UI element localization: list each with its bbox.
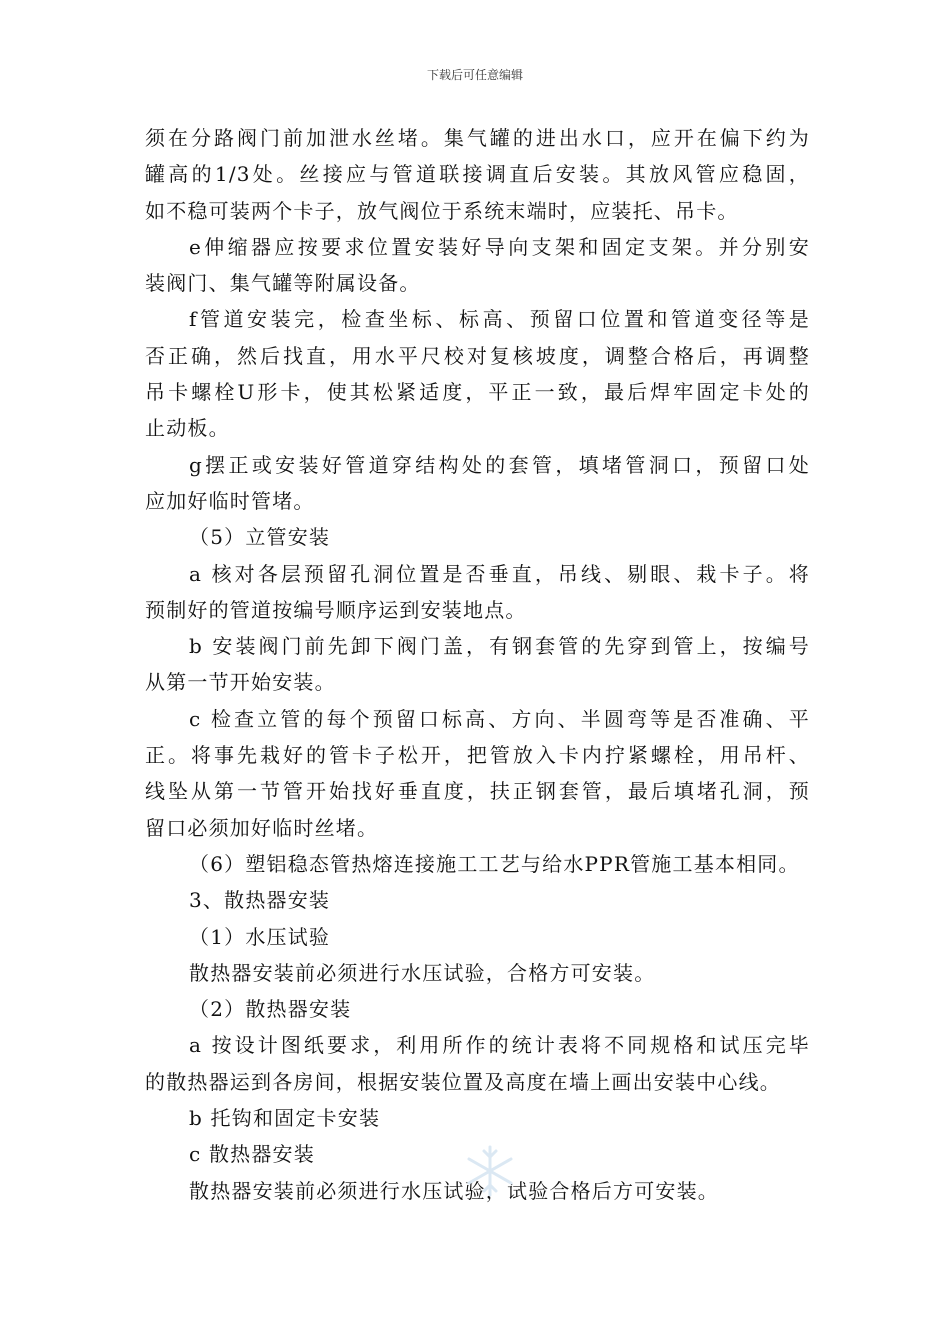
text-line: 罐高的1/3处。丝接应与管道联接调直后安装。其放风管应稳固， bbox=[145, 162, 810, 187]
text-line: e伸缩器应按要求位置安装好导向支架和固定支架。并分别安 bbox=[189, 234, 810, 259]
text-line: b 托钩和固定卡安装 bbox=[189, 1106, 381, 1131]
text-line: 止动板。 bbox=[145, 416, 230, 441]
text-line: c 检查立管的每个预留口标高、方向、半圆弯等是否准确、平 bbox=[189, 706, 810, 731]
text-line: 预制好的管道按编号顺序运到安装地点。 bbox=[145, 597, 527, 622]
text-line: 吊卡螺栓U形卡，使其松紧适度，平正一致，最后焊牢固定卡处的 bbox=[145, 380, 810, 405]
text-line: 从第一节开始安装。 bbox=[145, 670, 336, 695]
text-line: 的散热器运到各房间，根据安装位置及高度在墙上画出安装中心线。 bbox=[145, 1069, 781, 1094]
page-header-note: 下载后可任意编辑 bbox=[426, 68, 523, 82]
text-line: 装阀门、集气罐等附属设备。 bbox=[145, 271, 421, 296]
text-line: 如不稳可装两个卡子，放气阀位于系统末端时，应装托、吊卡。 bbox=[145, 198, 739, 223]
document-body bbox=[145, 120, 810, 1209]
text-line: 须在分路阀门前加泄水丝堵。集气罐的进出水口，应开在偏下约为 bbox=[145, 126, 810, 150]
text-line: a 按设计图纸要求，利用所作的统计表将不同规格和试压完毕 bbox=[189, 1033, 810, 1058]
text-line: （2）散热器安装 bbox=[189, 997, 352, 1022]
text-line: （5）立管安装 bbox=[189, 525, 331, 550]
text-line: 散热器安装前必须进行水压试验，合格方可安装。 bbox=[189, 960, 656, 985]
text-line: （6）塑铝稳态管热熔连接施工工艺与给水PPR管施工基本相同。 bbox=[189, 851, 800, 876]
text-line: c 散热器安装 bbox=[189, 1142, 315, 1167]
text-line: 留口必须加好临时丝堵。 bbox=[145, 815, 379, 840]
text-line: f管道安装完，检查坐标、标高、预留口位置和管道变径等是 bbox=[189, 307, 810, 332]
text-line: 散热器安装前必须进行水压试验，试验合格后方可安装。 bbox=[189, 1178, 719, 1203]
text-line: b 安装阀门前先卸下阀门盖，有钢套管的先穿到管上，按编号 bbox=[189, 634, 810, 659]
text-line: 应加好临时管堵。 bbox=[145, 488, 315, 513]
text-line: a 核对各层预留孔洞位置是否垂直，吊线、剔眼、栽卡子。将 bbox=[189, 561, 810, 586]
text-line: 线坠从第一节管开始找好垂直度，扶正钢套管，最后填堵孔洞，预 bbox=[145, 779, 810, 804]
text-line: 正。将事先栽好的管卡子松开，把管放入卡内拧紧螺栓，用吊杆、 bbox=[145, 743, 810, 768]
text-line: （1）水压试验 bbox=[189, 924, 331, 949]
snowflake-icon bbox=[462, 1143, 518, 1199]
text-line: 否正确，然后找直，用水平尺校对复核坡度，调整合格后，再调整 bbox=[145, 343, 810, 368]
text-line: g摆正或安装好管道穿结构处的套管，填堵管洞口，预留口处 bbox=[189, 452, 810, 477]
text-line: 3、散热器安装 bbox=[189, 888, 331, 913]
